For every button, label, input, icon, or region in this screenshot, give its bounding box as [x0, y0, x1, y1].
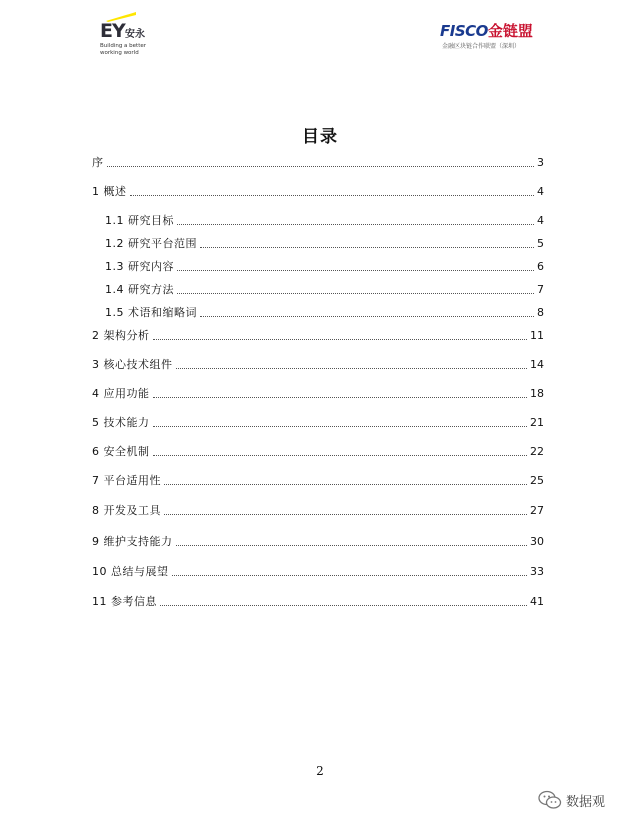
toc-entry[interactable] [105, 304, 544, 320]
toc-entry-label: 3 核心技术组件 [92, 358, 173, 371]
toc-entry-label: 1 概述 [92, 185, 127, 198]
toc-title: 目录 [302, 127, 338, 147]
toc-leader [172, 575, 528, 576]
toc-entry-page: 22 [530, 444, 544, 458]
toc-entry[interactable] [92, 356, 544, 372]
toc-entry-page: 8 [537, 305, 544, 319]
toc-entry-page: 4 [537, 184, 544, 198]
toc-leader [107, 166, 535, 167]
ey-logo [100, 12, 180, 62]
ey-mark: EY [100, 20, 125, 42]
toc-entry[interactable] [105, 281, 544, 297]
toc-entry-label: 2 架构分析 [92, 329, 150, 342]
toc-entry[interactable] [92, 183, 544, 199]
toc-leader [153, 397, 528, 398]
toc-leader [164, 484, 527, 485]
toc-entry-page: 14 [530, 357, 544, 371]
toc-leader [177, 224, 534, 225]
toc-leader [176, 368, 528, 369]
toc-entry-page: 30 [530, 534, 544, 548]
toc-entry[interactable] [92, 533, 544, 549]
ey-cn-name: 安永 [125, 29, 145, 40]
fisco-wordmark [440, 22, 533, 40]
toc-entry-label: 1.5 术语和缩略词 [105, 306, 197, 319]
toc-entry[interactable] [92, 327, 544, 343]
page-number: 2 [316, 764, 324, 778]
toc-entry-label: 8 开发及工具 [92, 504, 161, 517]
watermark-text: 数据观 [566, 794, 606, 810]
toc-entry-page: 7 [537, 282, 544, 296]
ey-tagline [100, 43, 170, 57]
toc-entry[interactable] [92, 502, 544, 518]
fisco-cn-name: 金链盟 [487, 22, 533, 40]
toc-entry-label: 5 技术能力 [92, 416, 150, 429]
toc-entry-page: 21 [530, 415, 544, 429]
toc-entry[interactable] [105, 235, 544, 251]
toc-entry-label: 1.4 研究方法 [105, 283, 174, 296]
toc-leader [130, 195, 535, 196]
toc-leader [153, 426, 528, 427]
toc-leader [200, 247, 534, 248]
toc-entry[interactable] [105, 258, 544, 274]
toc-entry-page: 5 [537, 236, 544, 250]
toc-entry-page: 33 [530, 564, 544, 578]
ey-tagline-line-2: working world [100, 50, 139, 56]
toc-entry-page: 18 [530, 386, 544, 400]
toc-entry-page: 4 [537, 213, 544, 227]
toc-entry[interactable] [92, 414, 544, 430]
toc-entry-page: 27 [530, 503, 544, 517]
toc-entry-page: 3 [537, 155, 544, 169]
toc-leader [176, 545, 528, 546]
toc-entry-label: 10 总结与展望 [92, 565, 169, 578]
fisco-en-name: FISCO [440, 22, 488, 40]
toc-entry-label: 1.3 研究内容 [105, 260, 174, 273]
toc-entry[interactable] [92, 563, 544, 579]
ey-tagline-line-1: Building a better [100, 43, 147, 49]
toc-entry-label: 1.2 研究平台范围 [105, 237, 197, 250]
toc-leader [153, 339, 528, 340]
toc-entry-page: 11 [530, 328, 544, 342]
toc-leader [177, 270, 534, 271]
toc-leader [160, 605, 527, 606]
wechat-icon [538, 790, 562, 810]
toc-entry[interactable] [92, 154, 544, 170]
fisco-logo [440, 22, 550, 52]
watermark [538, 790, 605, 810]
toc-entry[interactable] [92, 472, 544, 488]
toc-entry-page: 41 [530, 594, 544, 608]
toc-entry[interactable] [92, 443, 544, 459]
fisco-subtitle: 金融区块链合作联盟（深圳） [442, 43, 521, 50]
toc-entry[interactable] [92, 385, 544, 401]
toc-entry-page: 25 [530, 473, 544, 487]
toc-leader [200, 316, 534, 317]
toc-entry-label: 7 平台适用性 [92, 474, 161, 487]
toc-entry[interactable] [92, 593, 544, 609]
toc-entry-label: 6 安全机制 [92, 445, 150, 458]
toc-entry-label: 4 应用功能 [92, 387, 150, 400]
toc-entry[interactable] [105, 212, 544, 228]
toc-entry-label: 1.1 研究目标 [105, 214, 174, 227]
toc-entry-label: 9 维护支持能力 [92, 535, 173, 548]
toc-leader [164, 514, 527, 515]
toc-leader [177, 293, 534, 294]
toc-entry-label: 序 [92, 156, 104, 169]
toc-entry-page: 6 [537, 259, 544, 273]
toc-entry-label: 11 参考信息 [92, 595, 157, 608]
toc-leader [153, 455, 528, 456]
